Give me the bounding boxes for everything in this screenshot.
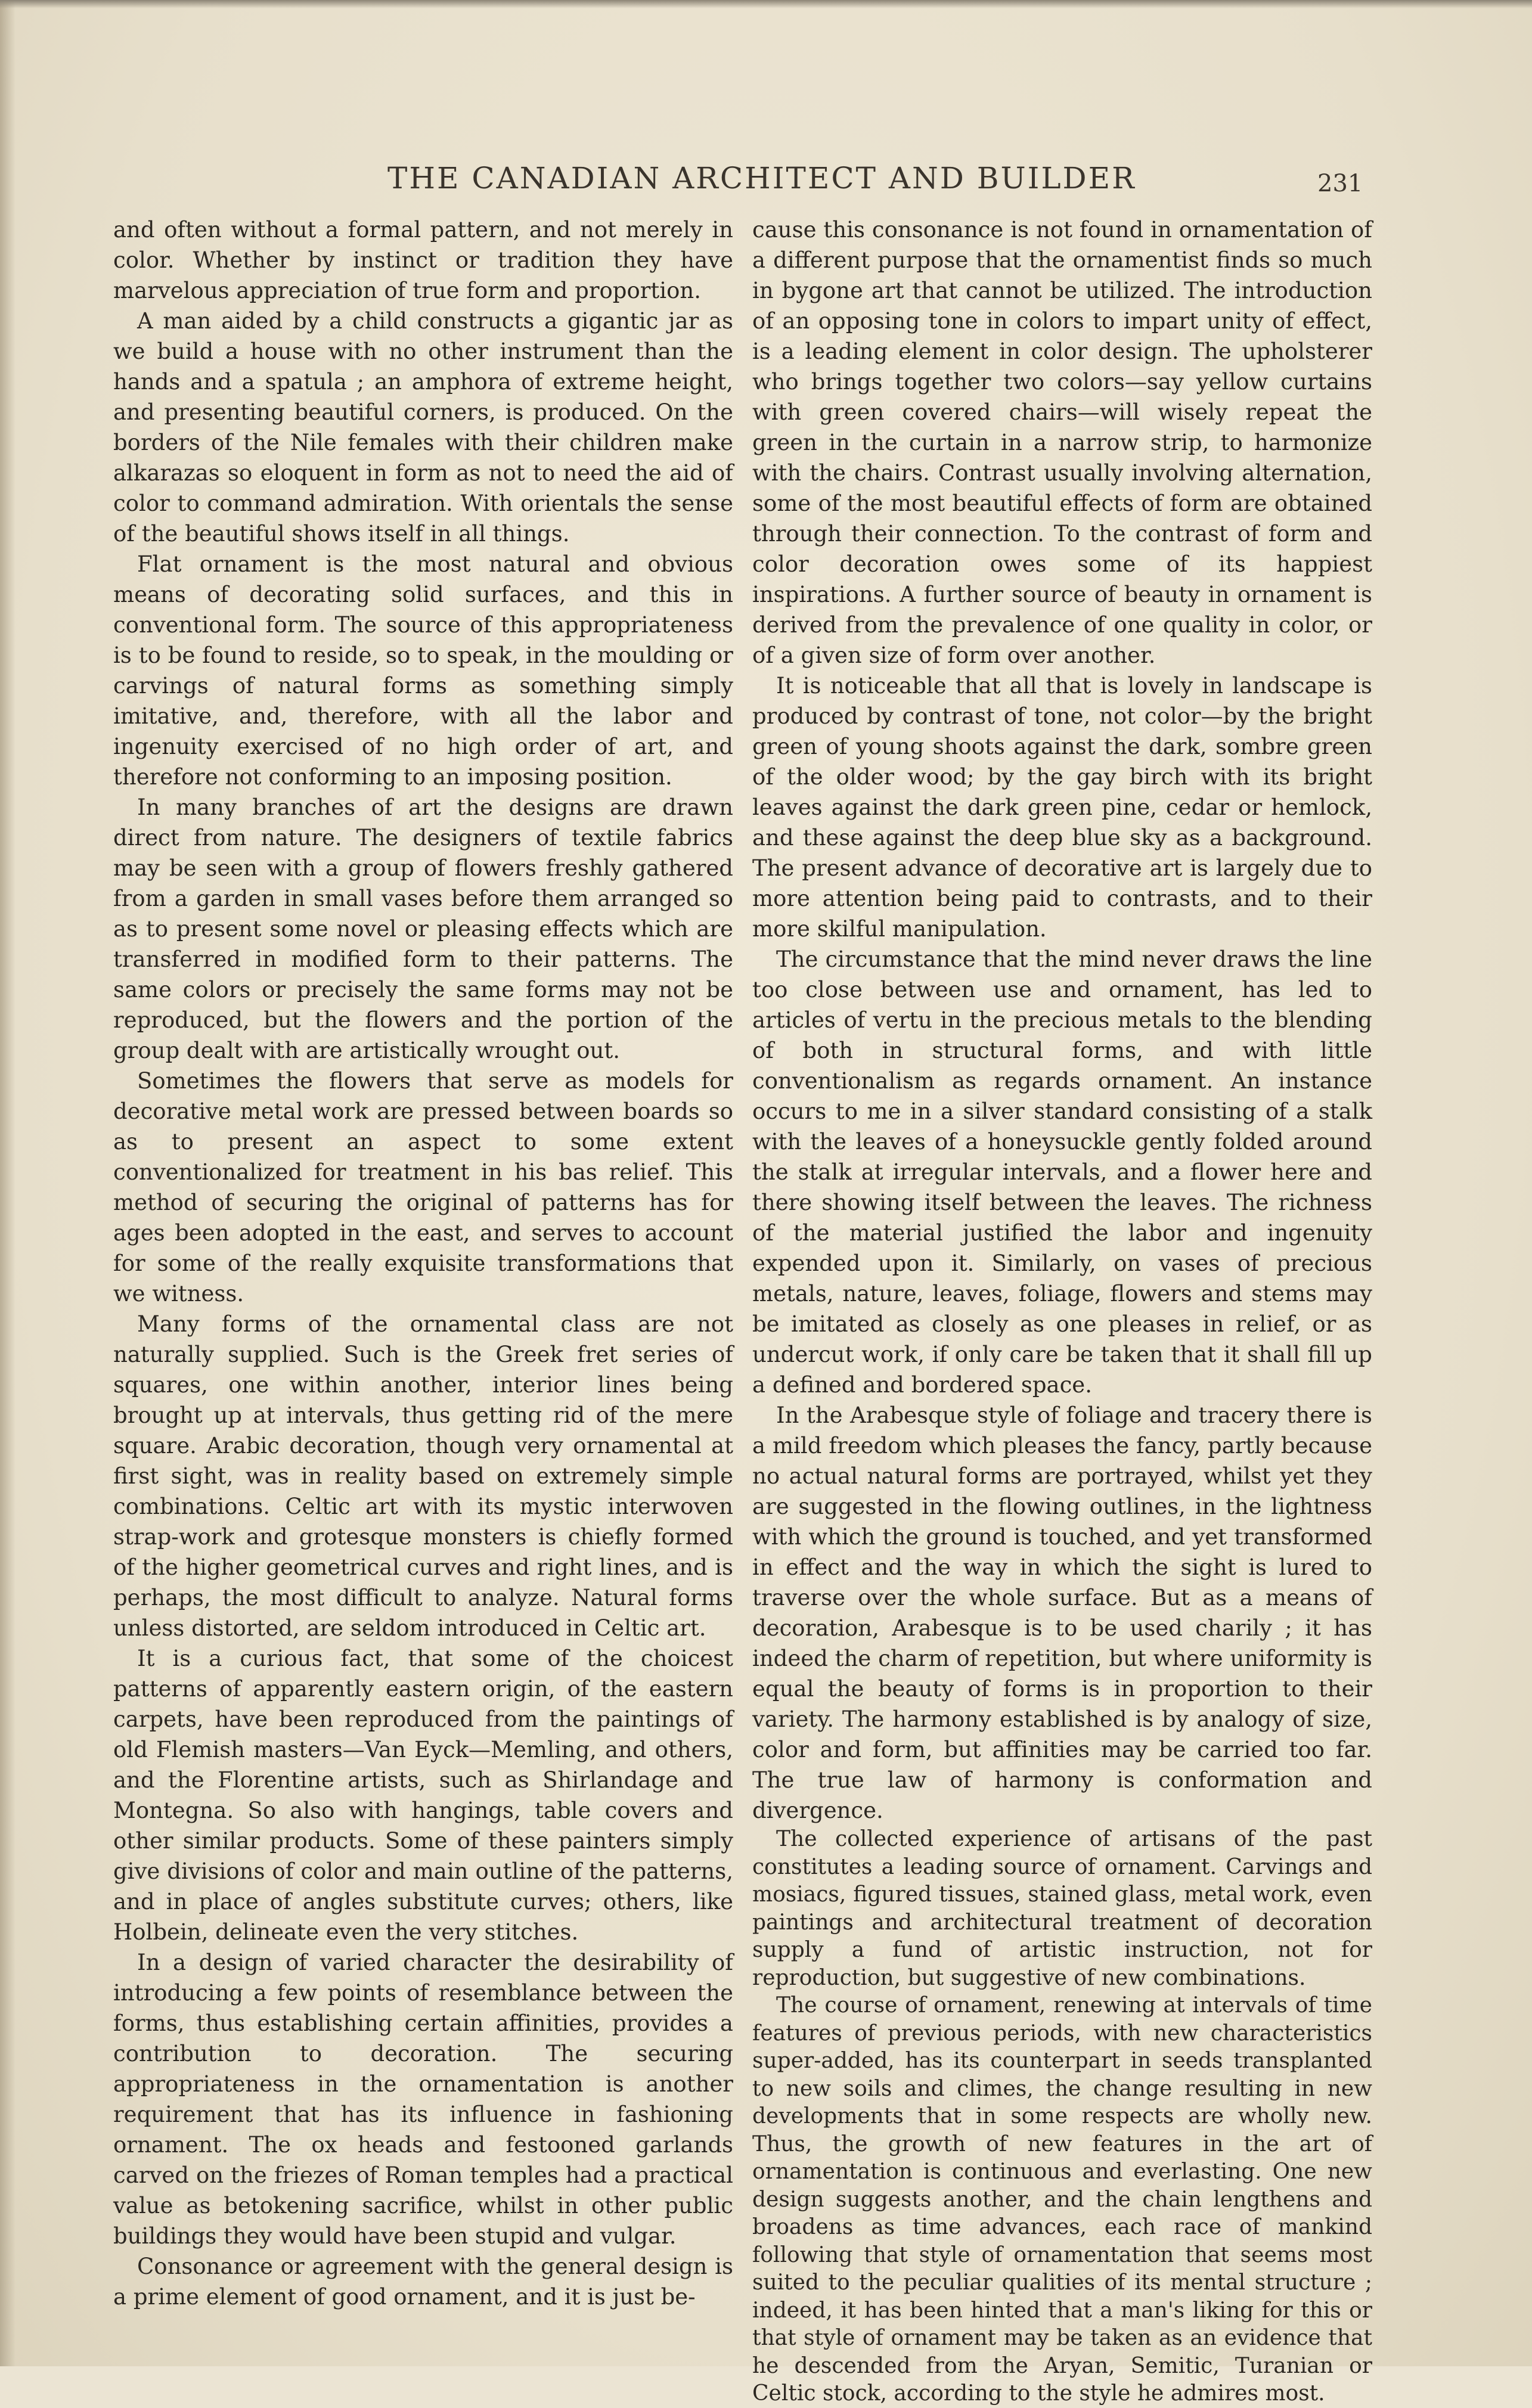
paragraph: It is a curious fact, that some of the choicest patterns of apparently eastern origin, of the eastern carpets, have been reproduced from the paintings of old Flemish masters—Van Eyck—Memling, and others, and the Florentine artists, such as Shirlandage and Montegna. So also with hangings, table covers and other similar products. Some of these painters simply give divisions of color and main outline of the patterns, and in place of angles substitute curves; others, like Holbein, delineate even the very stitches. xyxy=(113,1646,733,1945)
paragraph: In many branches of art the designs are drawn direct from nature. The designers of textile fabrics may be seen with a group of flowers freshly gathered from a garden in small vases before them arranged so as to present some novel or pleasing effects which are transferred in modified form to their patterns. The same colors or precisely the same forms may not be reproduced, but the flowers and the portion of the group dealt with are artistically wrought out. xyxy=(113,795,733,1063)
paragraph: Sometimes the flowers that serve as models for decorative metal work are pressed between boards so as to present an aspect to some extent conventionalized for treatment in his bas relief. This method of securing the original of patterns has for ages been adopted in the east, and serves to account for some of the really exquisite transformations that we witness. xyxy=(113,1068,733,1307)
paragraph: Consonance or agreement with the general design is a prime element of good ornament, and it is just be- xyxy=(113,2254,733,2310)
paragraph: In the Arabesque style of foliage and tracery there is a mild freedom which pleases the fancy, partly because no actual natural forms are portrayed, whilst yet they are suggested in the flowing outlines, in the lightness with which the ground is touched, and yet transformed in effect and the way in which the sight is lured to traverse over the whole surface. But as a means of decoration, Arabesque is to be used charily ; it has indeed the charm of repetition, but where uniformity is equal the beauty of forms is in proportion to their variety. The harmony established is by analogy of size, color and form, but affinities may be carried too far. The true law of harmony is conformation and divergence. xyxy=(752,1402,1372,1823)
paragraph: Many forms of the ornamental class are not naturally supplied. Such is the Greek fret series of squares, one within another, interior lines being brought up at intervals, thus getting rid of the mere square. Arabic decoration, though very ornamental at first sight, was in reality based on extremely simple combinations. Celtic art with its mystic interwoven strap-work and grotesque monsters is chiefly formed of the higher geometrical curves and right lines, and is perhaps, the most difficult to analyze. Natural forms unless distorted, are seldom introduced in Celtic art. xyxy=(113,1311,733,1641)
paragraph: A man aided by a child constructs a gigantic jar as we build a house with no other instrument than the hands and a spatula ; an amphora of extreme height, and presenting beautiful corners, is produced. On the borders of the Nile females with their children make alkarazas so eloquent in form as not to need the aid of color to command admiration. With orientals the sense of the beautiful shows itself in all things. xyxy=(113,308,733,547)
paragraph: The circumstance that the mind never draws the line too close between use and ornament, has led to articles of vertu in the precious metals to the blending of both in structural forms, and with little conventionalism as regards ornament. An instance occurs to me in a silver standard consisting of a stalk with the leaves of a honeysuckle gently folded around the stalk at irregular intervals, and a flower here and there showing itself between the leaves. The richness of the material justified the labor and ingenuity expended upon it. Similarly, on vases of precious metals, nature, leaves, foliage, flowers and stems may be imitated as closely as one pleases in relief, or as undercut work, if only care be taken that it shall fill up a defined and bordered space. xyxy=(752,947,1372,1398)
paragraph: and often without a formal pattern, and not merely in color. Whether by instinct or tradition they have marvelous appreciation of true form and proportion. xyxy=(113,217,733,303)
paragraph: Flat ornament is the most natural and obvious means of decorating solid surfaces, and this in conventional form. The source of this appropriateness is to be found to reside, so to speak, in the moulding or carvings of natural forms as something simply imitative, and, therefore, with all the labor and ingenuity exercised of no high order of art, and therefore not conforming to an imposing position. xyxy=(113,551,733,790)
left-column xyxy=(113,215,733,2313)
page-number: 231 xyxy=(1317,170,1363,197)
page-top-shadow xyxy=(0,0,1532,8)
right-column xyxy=(752,215,1372,2406)
paragraph: In a design of varied character the desirability of introducing a few points of resemblance between the forms, thus establishing certain affinities, provides a contribution to decoration. The securing appropriateness in the ornamentation is another requirement that has its influence in fashioning ornament. The ox heads and festooned garlands carved on the friezes of Roman temples had a practical value as betokening sacrifice, whilst in other public buildings they would have been stupid and vulgar. xyxy=(113,1950,733,2249)
paragraph: The collected experience of artisans of the past constitutes a leading source of ornament. Carvings and mosiacs, figured tissues, stained glass, metal work, even paintings and architectural treatment of decoration supply a fund of artistic instruction, not for reproduction, but suggestive of new combinations. xyxy=(752,1827,1372,1990)
paragraph: The course of ornament, renewing at intervals of time features of previous periods, with new characteristics super-added, has its counterpart in seeds transplanted to new soils and climes, the change resulting in new developments that in some respects are wholly new. Thus, the growth of new features in the art of ornamentation is continuous and everlasting. One new design suggests another, and the chain lengthens and broadens as time advances, each race of mankind following that style of ornamentation that seems most suited to the peculiar qualities of its mental structure ; indeed, it has been hinted that a man's liking for this or that style of ornament may be taken as an evidence that he descended from the Aryan, Semitic, Turanian or Celtic stock, according to the style he admires most. xyxy=(752,1993,1372,2406)
paragraph: It is noticeable that all that is lovely in landscape is produced by contrast of tone, not color—by the bright green of young shoots against the dark, sombre green of the older wood; by the gay birch with its bright leaves against the dark green pine, cedar or hemlock, and these against the deep blue sky as a background. The present advance of decorative art is largely due to more attention being paid to contrasts, and to their more skilful manipulation. xyxy=(752,673,1372,942)
paragraph: cause this consonance is not found in ornamentation of a different purpose that the ornamentist finds so much in bygone art that cannot be utilized. The introduction of an opposing tone in colors to impart unity of effect, is a leading element in color design. The upholsterer who brings together two colors—say yellow curtains with green covered chairs—will wisely repeat the green in the curtain in a narrow strip, to harmonize with the chairs. Contrast usually involving alternation, some of the most beautiful effects of form are obtained through their connection. To the contrast of form and color decoration owes some of its happiest inspirations. A further source of beauty in ornament is derived from the prevalence of one quality in color, or of a given size of form over another. xyxy=(752,217,1372,668)
running-title: THE CANADIAN ARCHITECT AND BUILDER xyxy=(387,161,1136,196)
page-edge-shadow xyxy=(0,0,15,2366)
